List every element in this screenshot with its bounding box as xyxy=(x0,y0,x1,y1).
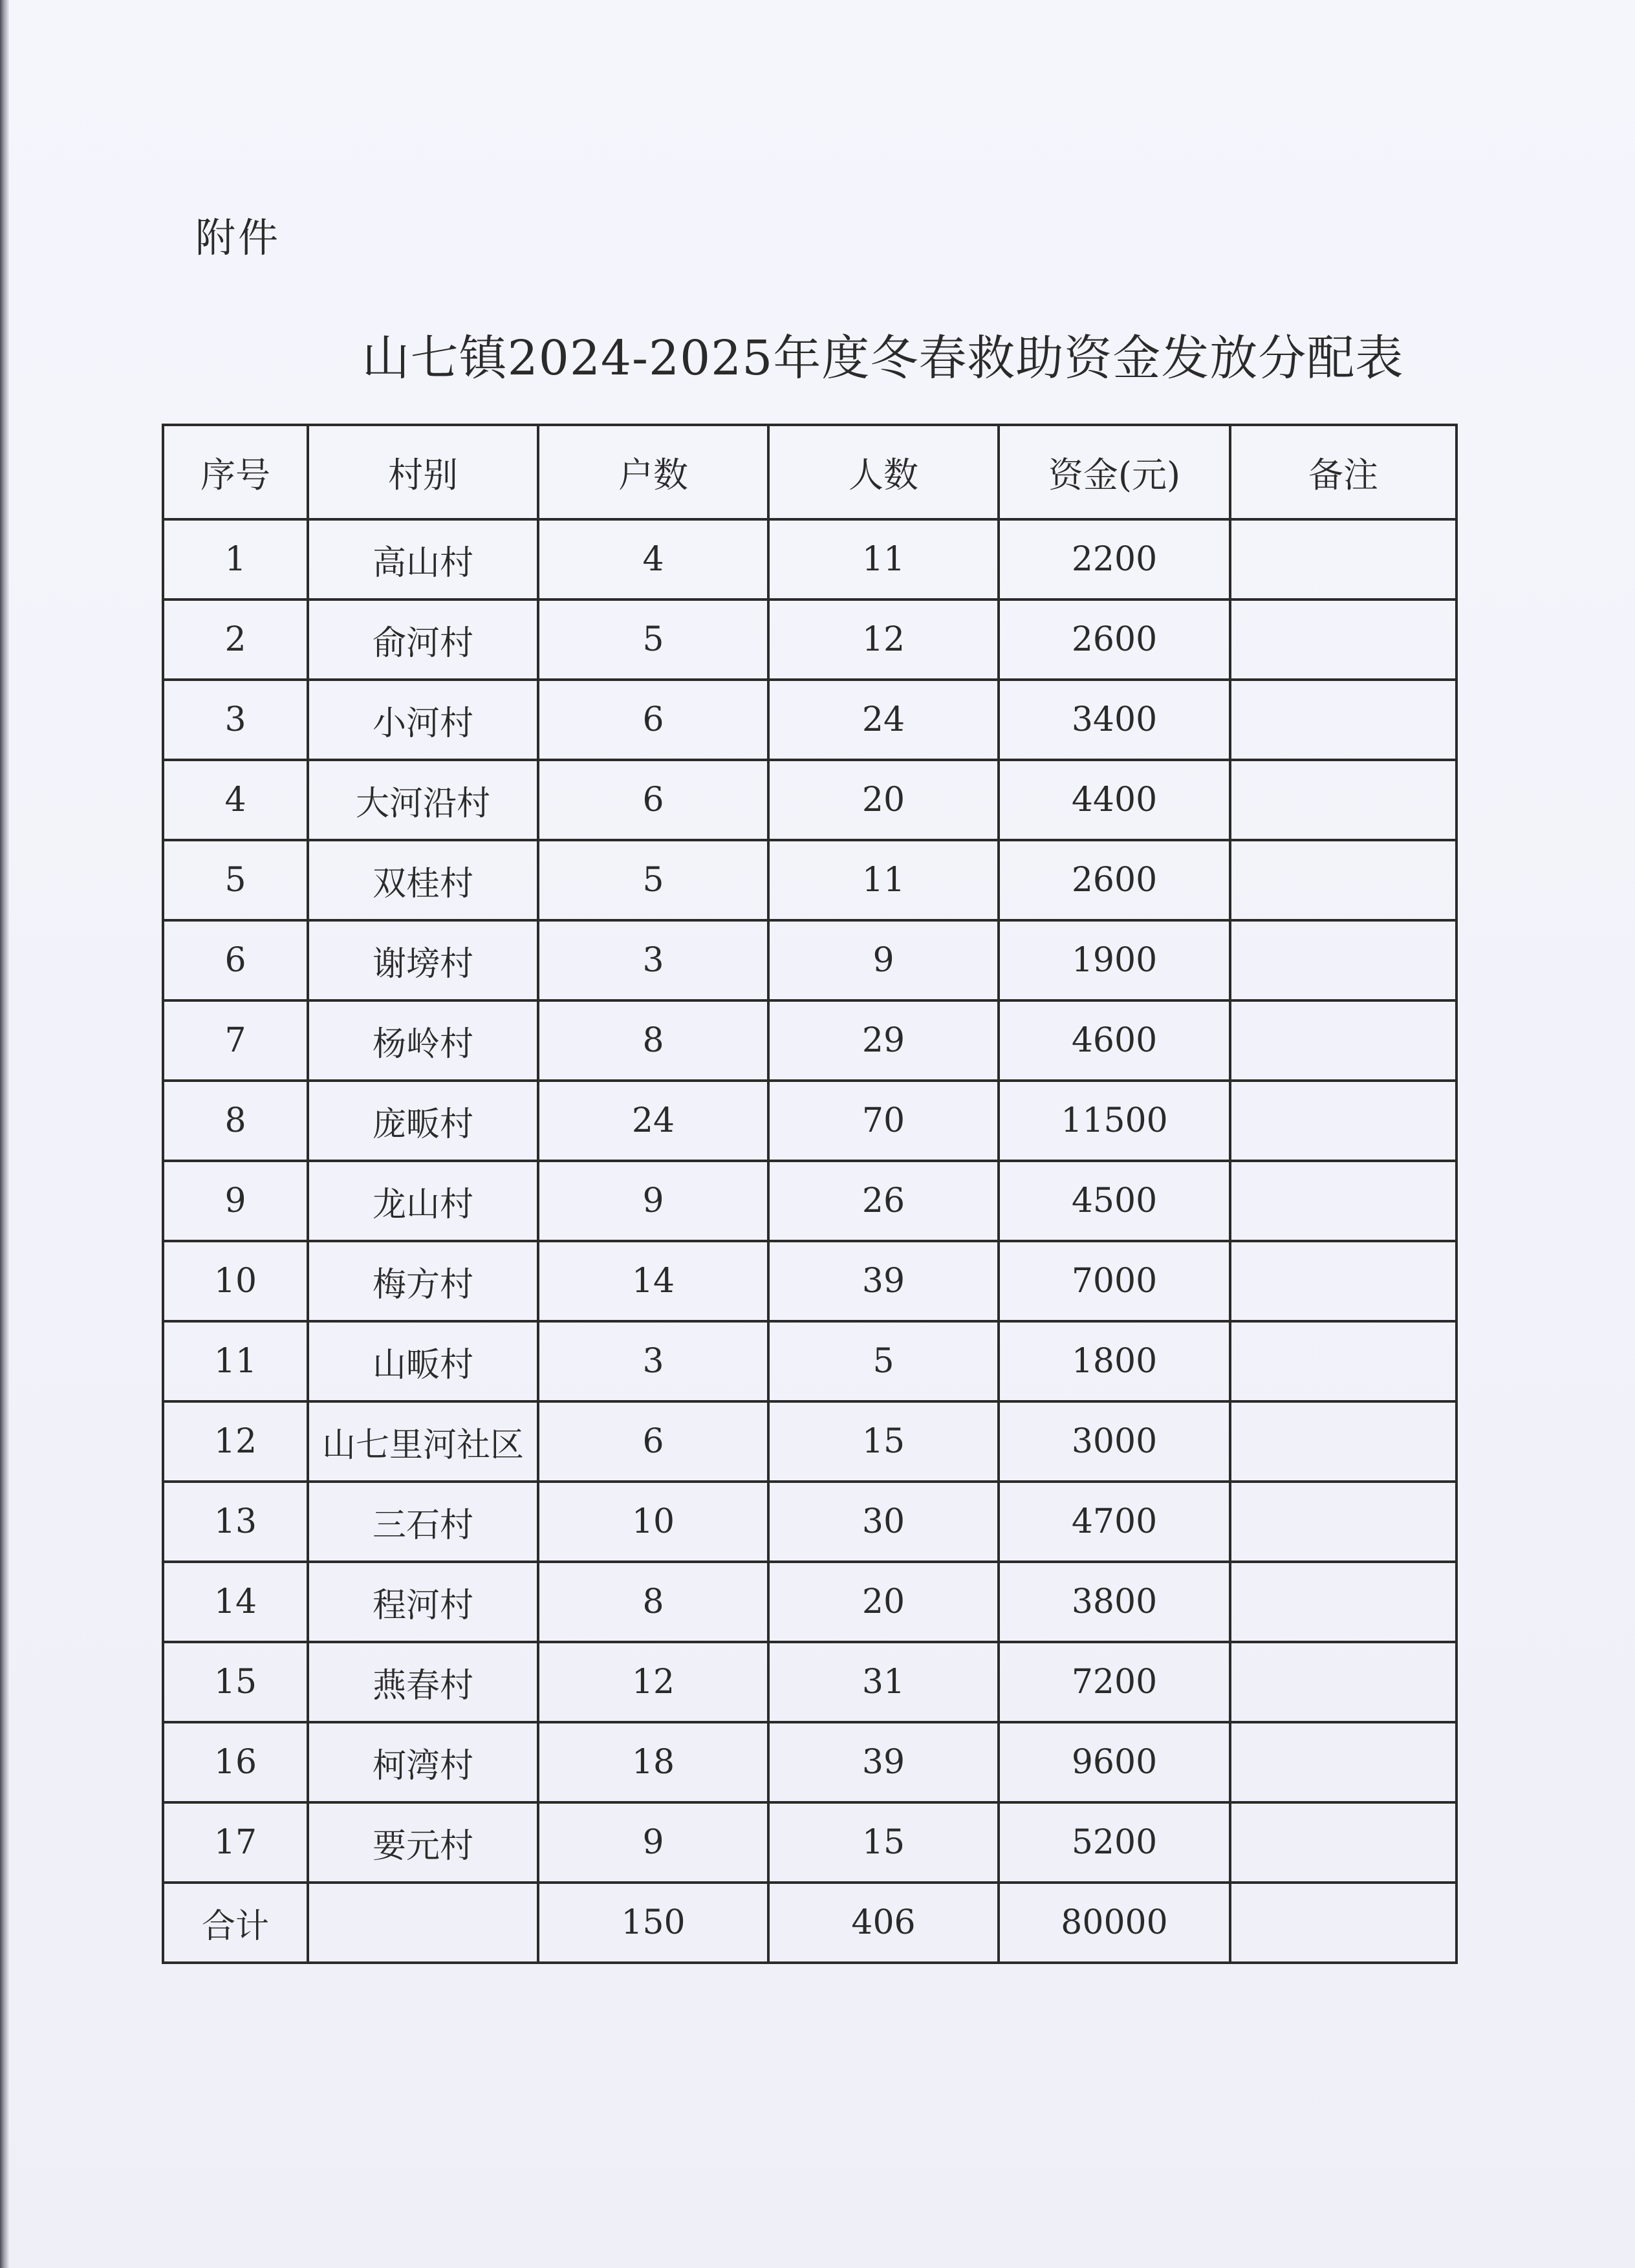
table-row xyxy=(163,1802,1456,1883)
header-households: 户数 xyxy=(538,425,768,519)
cell-remarks xyxy=(1230,1802,1456,1883)
cell-funds: 3400 xyxy=(999,680,1230,760)
cell-village: 程河村 xyxy=(308,1562,538,1642)
cell-remarks xyxy=(1230,760,1456,840)
cell-funds: 1800 xyxy=(999,1321,1230,1401)
table-total-row xyxy=(163,1883,1456,1963)
cell-remarks xyxy=(1230,1401,1456,1482)
cell-funds: 5200 xyxy=(999,1802,1230,1883)
cell-remarks xyxy=(1230,840,1456,920)
cell-village: 龙山村 xyxy=(308,1161,538,1241)
cell-serial: 17 xyxy=(163,1802,308,1883)
header-remarks: 备注 xyxy=(1230,425,1456,519)
cell-remarks xyxy=(1230,1081,1456,1161)
cell-remarks xyxy=(1230,1642,1456,1722)
cell-funds: 2200 xyxy=(999,519,1230,599)
cell-households: 4 xyxy=(538,519,768,599)
cell-people: 20 xyxy=(768,760,999,840)
cell-people: 39 xyxy=(768,1241,999,1321)
cell-funds: 3000 xyxy=(999,1401,1230,1482)
header-funds: 资金(元) xyxy=(999,425,1230,519)
cell-remarks xyxy=(1230,1241,1456,1321)
cell-serial: 16 xyxy=(163,1722,308,1802)
attachment-label: 附件 xyxy=(195,214,281,261)
cell-people: 15 xyxy=(768,1401,999,1482)
cell-households: 18 xyxy=(538,1722,768,1802)
cell-serial: 2 xyxy=(163,599,308,680)
cell-people: 12 xyxy=(768,599,999,680)
cell-remarks xyxy=(1230,920,1456,1000)
cell-households: 8 xyxy=(538,1562,768,1642)
cell-people: 15 xyxy=(768,1802,999,1883)
table-row xyxy=(163,1161,1456,1241)
cell-households: 10 xyxy=(538,1482,768,1562)
cell-funds: 11500 xyxy=(999,1081,1230,1161)
cell-village: 柯湾村 xyxy=(308,1722,538,1802)
scan-edge-shadow xyxy=(0,0,9,2268)
cell-funds: 9600 xyxy=(999,1722,1230,1802)
cell-funds: 2600 xyxy=(999,599,1230,680)
header-village: 村别 xyxy=(308,425,538,519)
cell-serial: 6 xyxy=(163,920,308,1000)
cell-serial: 12 xyxy=(163,1401,308,1482)
cell-remarks xyxy=(1230,1562,1456,1642)
cell-village: 大河沿村 xyxy=(308,760,538,840)
table-row xyxy=(163,840,1456,920)
cell-households: 6 xyxy=(538,680,768,760)
cell-funds: 1900 xyxy=(999,920,1230,1000)
cell-funds: 4700 xyxy=(999,1482,1230,1562)
cell-households: 6 xyxy=(538,760,768,840)
cell-households: 5 xyxy=(538,599,768,680)
cell-people: 24 xyxy=(768,680,999,760)
cell-village: 高山村 xyxy=(308,519,538,599)
cell-households: 12 xyxy=(538,1642,768,1722)
cell-households: 9 xyxy=(538,1802,768,1883)
cell-households: 5 xyxy=(538,840,768,920)
cell-remarks xyxy=(1230,1321,1456,1401)
table-row xyxy=(163,680,1456,760)
cell-village: 杨岭村 xyxy=(308,1000,538,1081)
table-row xyxy=(163,599,1456,680)
cell-people: 9 xyxy=(768,920,999,1000)
cell-remarks xyxy=(1230,1161,1456,1241)
cell-remarks xyxy=(1230,1000,1456,1081)
cell-households: 3 xyxy=(538,920,768,1000)
allocation-table xyxy=(162,424,1458,1964)
cell-people: 39 xyxy=(768,1722,999,1802)
table-row xyxy=(163,1401,1456,1482)
table-row xyxy=(163,760,1456,840)
cell-funds: 7200 xyxy=(999,1642,1230,1722)
cell-remarks xyxy=(1230,519,1456,599)
cell-funds: 4400 xyxy=(999,760,1230,840)
table-header-row xyxy=(163,425,1456,519)
cell-funds: 2600 xyxy=(999,840,1230,920)
total-people: 406 xyxy=(768,1883,999,1963)
cell-remarks xyxy=(1230,1482,1456,1562)
cell-people: 29 xyxy=(768,1000,999,1081)
cell-serial: 5 xyxy=(163,840,308,920)
cell-village: 小河村 xyxy=(308,680,538,760)
cell-village: 双桂村 xyxy=(308,840,538,920)
table-row xyxy=(163,920,1456,1000)
table-row xyxy=(163,1642,1456,1722)
table-row xyxy=(163,1722,1456,1802)
cell-village: 山七里河社区 xyxy=(308,1401,538,1482)
cell-funds: 4600 xyxy=(999,1000,1230,1081)
total-label: 合计 xyxy=(163,1883,308,1963)
cell-people: 31 xyxy=(768,1642,999,1722)
cell-serial: 7 xyxy=(163,1000,308,1081)
cell-households: 3 xyxy=(538,1321,768,1401)
cell-village: 燕春村 xyxy=(308,1642,538,1722)
cell-serial: 9 xyxy=(163,1161,308,1241)
table-row xyxy=(163,1562,1456,1642)
cell-households: 24 xyxy=(538,1081,768,1161)
cell-village: 三石村 xyxy=(308,1482,538,1562)
table-body xyxy=(163,519,1456,1883)
cell-households: 9 xyxy=(538,1161,768,1241)
cell-people: 70 xyxy=(768,1081,999,1161)
cell-households: 8 xyxy=(538,1000,768,1081)
total-households: 150 xyxy=(538,1883,768,1963)
table-row xyxy=(163,1482,1456,1562)
cell-funds: 4500 xyxy=(999,1161,1230,1241)
table-row xyxy=(163,1000,1456,1081)
table-row xyxy=(163,1241,1456,1321)
cell-village: 俞河村 xyxy=(308,599,538,680)
cell-village: 山畈村 xyxy=(308,1321,538,1401)
document-title: 山七镇2024-2025年度冬春救助资金发放分配表 xyxy=(362,330,1404,386)
cell-funds: 3800 xyxy=(999,1562,1230,1642)
table-row xyxy=(163,1081,1456,1161)
cell-serial: 3 xyxy=(163,680,308,760)
cell-serial: 15 xyxy=(163,1642,308,1722)
cell-people: 11 xyxy=(768,519,999,599)
header-serial: 序号 xyxy=(163,425,308,519)
cell-serial: 10 xyxy=(163,1241,308,1321)
cell-remarks xyxy=(1230,680,1456,760)
cell-serial: 14 xyxy=(163,1562,308,1642)
cell-village: 要元村 xyxy=(308,1802,538,1883)
cell-serial: 13 xyxy=(163,1482,308,1562)
table-row xyxy=(163,1321,1456,1401)
cell-remarks xyxy=(1230,1722,1456,1802)
cell-households: 6 xyxy=(538,1401,768,1482)
cell-people: 26 xyxy=(768,1161,999,1241)
cell-remarks xyxy=(1230,599,1456,680)
cell-village: 梅方村 xyxy=(308,1241,538,1321)
cell-village: 庞畈村 xyxy=(308,1081,538,1161)
cell-households: 14 xyxy=(538,1241,768,1321)
cell-serial: 1 xyxy=(163,519,308,599)
total-funds: 80000 xyxy=(999,1883,1230,1963)
cell-funds: 7000 xyxy=(999,1241,1230,1321)
cell-serial: 8 xyxy=(163,1081,308,1161)
cell-people: 5 xyxy=(768,1321,999,1401)
cell-village: 谢塝村 xyxy=(308,920,538,1000)
cell-people: 20 xyxy=(768,1562,999,1642)
cell-people: 30 xyxy=(768,1482,999,1562)
total-remarks xyxy=(1230,1883,1456,1963)
cell-people: 11 xyxy=(768,840,999,920)
cell-serial: 4 xyxy=(163,760,308,840)
total-village-cell xyxy=(308,1883,538,1963)
table-row xyxy=(163,519,1456,599)
cell-serial: 11 xyxy=(163,1321,308,1401)
header-people: 人数 xyxy=(768,425,999,519)
